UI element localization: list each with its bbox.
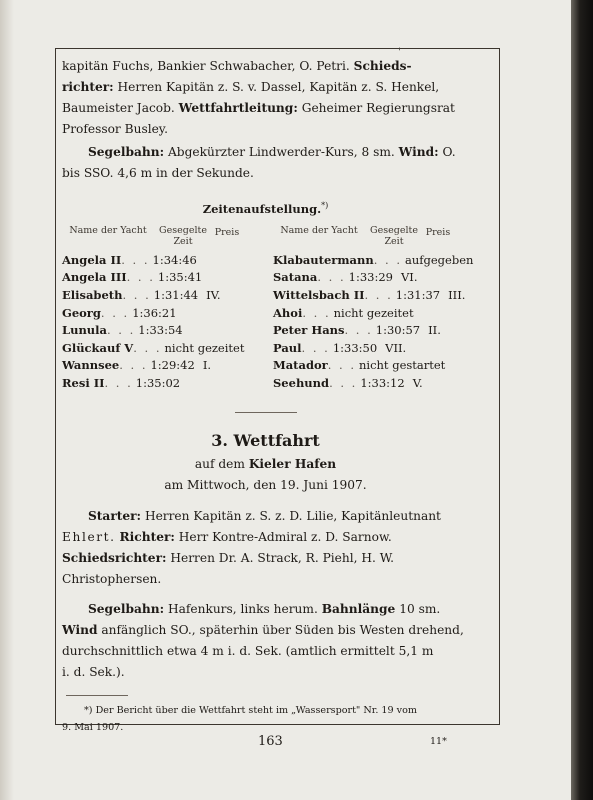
- leader-dots: . . .: [133, 340, 162, 355]
- results-table: [62, 224, 474, 393]
- course2-length: 10 sm.: [399, 601, 441, 616]
- leader-dots: . . .: [119, 358, 148, 373]
- judge-text: Herr Kontre-Admiral z. D. Sarnow.: [178, 529, 392, 544]
- prize: IV.: [206, 288, 221, 303]
- page-edge-shadow: [571, 0, 593, 800]
- leader-dots: . . .: [373, 252, 402, 267]
- result-row: [273, 269, 469, 287]
- section-sub1a: auf dem: [194, 456, 245, 471]
- header-name: Name der Yacht: [69, 224, 147, 236]
- result-row: [62, 357, 258, 375]
- yacht-name: Matador: [273, 358, 328, 373]
- times-heading-note: *): [321, 201, 329, 210]
- page-content: [62, 56, 474, 736]
- stray-mark: ': [398, 47, 401, 58]
- course1-label: Segelbahn:: [88, 145, 165, 159]
- yacht-name: Angela II: [62, 252, 122, 267]
- intro-line-3a: Baumeister Jacob.: [62, 101, 175, 115]
- yacht-name: Paul: [273, 340, 302, 355]
- arbiter-text: Herren Dr. A. Strack, R. Piehl, H. W.: [170, 550, 395, 565]
- column-headers-right: [273, 225, 469, 252]
- intro-line-2a: richter:: [62, 80, 114, 94]
- prize: V.: [412, 375, 423, 390]
- yacht-name: Georg: [62, 305, 101, 320]
- section-divider: [235, 412, 297, 413]
- course2-label: Segelbahn:: [88, 601, 165, 616]
- result-row: [273, 252, 474, 270]
- column-headers-left: [62, 225, 258, 252]
- result-row: [273, 322, 469, 340]
- leader-dots: . . .: [317, 270, 346, 285]
- course-paragraph-2: [62, 599, 469, 683]
- officials-paragraph: [62, 56, 469, 140]
- intro-line-3b: Wettfahrtleitung:: [178, 101, 298, 115]
- course1-text: Abgekürzter Lindwerder-Kurs, 8 sm.: [167, 145, 395, 159]
- leader-dots: . . .: [301, 340, 330, 355]
- sailed-time: 1:33:29: [348, 270, 393, 285]
- footnote-line-2: 9. Mai 1907.: [62, 721, 124, 733]
- intro-line-2b: Herren Kapitän z. S. v. Dassel, Kapitän z. S. Henkel,: [117, 80, 440, 94]
- section-sub1b: Kieler Hafen: [248, 456, 337, 471]
- header-time: Gesegelte Zeit: [159, 224, 207, 247]
- result-row: [62, 269, 258, 287]
- page-binding-shadow: [0, 0, 14, 800]
- yacht-name: Ahoi: [273, 305, 303, 320]
- starter-text: Herren Kapitän z. S. z. D. Lilie, Kapitänleutnant: [144, 508, 441, 523]
- result-row: [273, 305, 469, 323]
- prize: II.: [428, 323, 441, 338]
- sailed-time: 1:35:02: [135, 375, 181, 390]
- yacht-name: Seehund: [273, 375, 330, 390]
- intro-line-3c: Geheimer Regierungsrat: [301, 101, 455, 115]
- sailed-time: nicht gestartet: [359, 358, 446, 373]
- sailed-time: 1:31:37: [395, 288, 441, 303]
- results-column-right: [273, 224, 474, 393]
- header-name: Name der Yacht: [280, 224, 358, 236]
- intro-line-1b: Schieds-: [353, 59, 412, 73]
- prize: VII.: [385, 340, 407, 355]
- footnote-divider: [66, 695, 128, 696]
- leader-dots: . . .: [104, 375, 133, 390]
- footnote-line-1: *) Der Bericht über die Wettfahrt steht im „Wassersport" Nr. 19 vom: [84, 704, 417, 716]
- sailed-time: nicht gezeitet: [333, 305, 414, 320]
- starter-paragraph: [62, 506, 469, 590]
- result-row: [62, 305, 258, 323]
- sailed-time: 1:35:41: [157, 270, 203, 285]
- leader-dots: . . .: [364, 288, 393, 303]
- sailed-time: 1:36:21: [132, 305, 177, 320]
- footnote: [62, 702, 469, 736]
- times-heading-text: Zeitenaufstellung.: [202, 201, 322, 216]
- prize: I.: [202, 358, 212, 373]
- course1-wind: O.: [442, 145, 456, 159]
- section-title: 3. Wettfahrt: [211, 430, 320, 450]
- course2-length-label: Bahnlänge: [321, 601, 396, 616]
- rows-left: [62, 252, 258, 393]
- course1-wind-label: Wind:: [398, 145, 439, 159]
- arbiter-label: Schiedsrichter:: [62, 550, 167, 565]
- header-prize: Preis: [214, 226, 240, 238]
- result-row: [273, 340, 469, 358]
- leader-dots: . . .: [122, 288, 151, 303]
- course2-wind3: i. d. Sek.).: [62, 664, 125, 679]
- course2-text: Hafenkurs, links herum.: [167, 601, 318, 616]
- yacht-name: Resi II: [62, 375, 105, 390]
- yacht-name: Klabautermann: [273, 252, 374, 267]
- course2-wind: anfänglich SO., späterhin über Süden bis Westen drehend,: [101, 622, 464, 637]
- judge-label: Richter:: [119, 529, 175, 544]
- result-row: [273, 357, 469, 375]
- leader-dots: . . .: [344, 323, 373, 338]
- arbiter-text2: Christophersen.: [62, 571, 162, 586]
- page-number: 163: [258, 734, 283, 749]
- starter-name2: Ehlert.: [62, 529, 116, 544]
- yacht-name: Glückauf V: [62, 340, 134, 355]
- sailed-time: 1:33:12: [360, 375, 405, 390]
- rows-right: [273, 252, 474, 393]
- result-row: [62, 287, 258, 305]
- course1-text2: bis SSO. 4,6 m in der Sekunde.: [62, 166, 254, 180]
- section-subtitle-1: [62, 454, 469, 475]
- yacht-name: Wittelsbach II: [273, 288, 365, 303]
- leader-dots: . . .: [121, 252, 150, 267]
- course2-wind-label: Wind: [62, 622, 98, 637]
- leader-dots: . . .: [302, 305, 331, 320]
- header-prize: Preis: [425, 226, 451, 238]
- sailed-time: 1:34:46: [152, 252, 197, 267]
- yacht-name: Peter Hans: [273, 323, 345, 338]
- yacht-name: Wannsee: [62, 358, 120, 373]
- intro-line-4: Professor Busley.: [62, 122, 168, 136]
- leader-dots: . . .: [327, 358, 356, 373]
- times-heading: [62, 195, 469, 220]
- sailed-time: 1:33:50: [332, 340, 378, 355]
- yacht-name: Elisabeth: [62, 288, 123, 303]
- result-row: [273, 375, 469, 393]
- yacht-name: Angela III: [62, 270, 127, 285]
- intro-line-1a: kapitän Fuchs, Bankier Schwabacher, O. Petri.: [62, 59, 350, 73]
- result-row: [62, 252, 258, 270]
- course-paragraph-1: [62, 142, 469, 184]
- course2-wind2: durchschnittlich etwa 4 m i. d. Sek. (amtlich ermittelt 5,1 m: [62, 643, 434, 658]
- header-time: Gesegelte Zeit: [370, 224, 418, 247]
- starter-label: Starter:: [88, 508, 142, 523]
- results-column-left: [62, 225, 258, 393]
- sailed-time: aufgegeben: [404, 252, 474, 267]
- leader-dots: . . .: [107, 323, 136, 338]
- signature-mark: 11*: [430, 736, 447, 747]
- section-subtitle-2: am Mittwoch, den 19. Juni 1907.: [164, 477, 367, 492]
- prize: III.: [448, 288, 466, 303]
- result-row: [273, 287, 469, 305]
- leader-dots: . . .: [329, 375, 358, 390]
- sailed-time: 1:31:44: [153, 288, 199, 303]
- yacht-name: Satana: [273, 270, 318, 285]
- result-row: [62, 340, 258, 358]
- yacht-name: Lunula: [62, 323, 107, 338]
- prize: VI.: [400, 270, 418, 285]
- sailed-time: 1:29:42: [150, 358, 195, 373]
- leader-dots: . . .: [100, 305, 130, 320]
- result-row: [62, 322, 258, 340]
- result-row: [62, 375, 258, 393]
- sailed-time: nicht gezeitet: [164, 340, 245, 355]
- sailed-time: 1:33:54: [138, 323, 183, 338]
- leader-dots: . . .: [126, 270, 155, 285]
- sailed-time: 1:30:57: [375, 323, 421, 338]
